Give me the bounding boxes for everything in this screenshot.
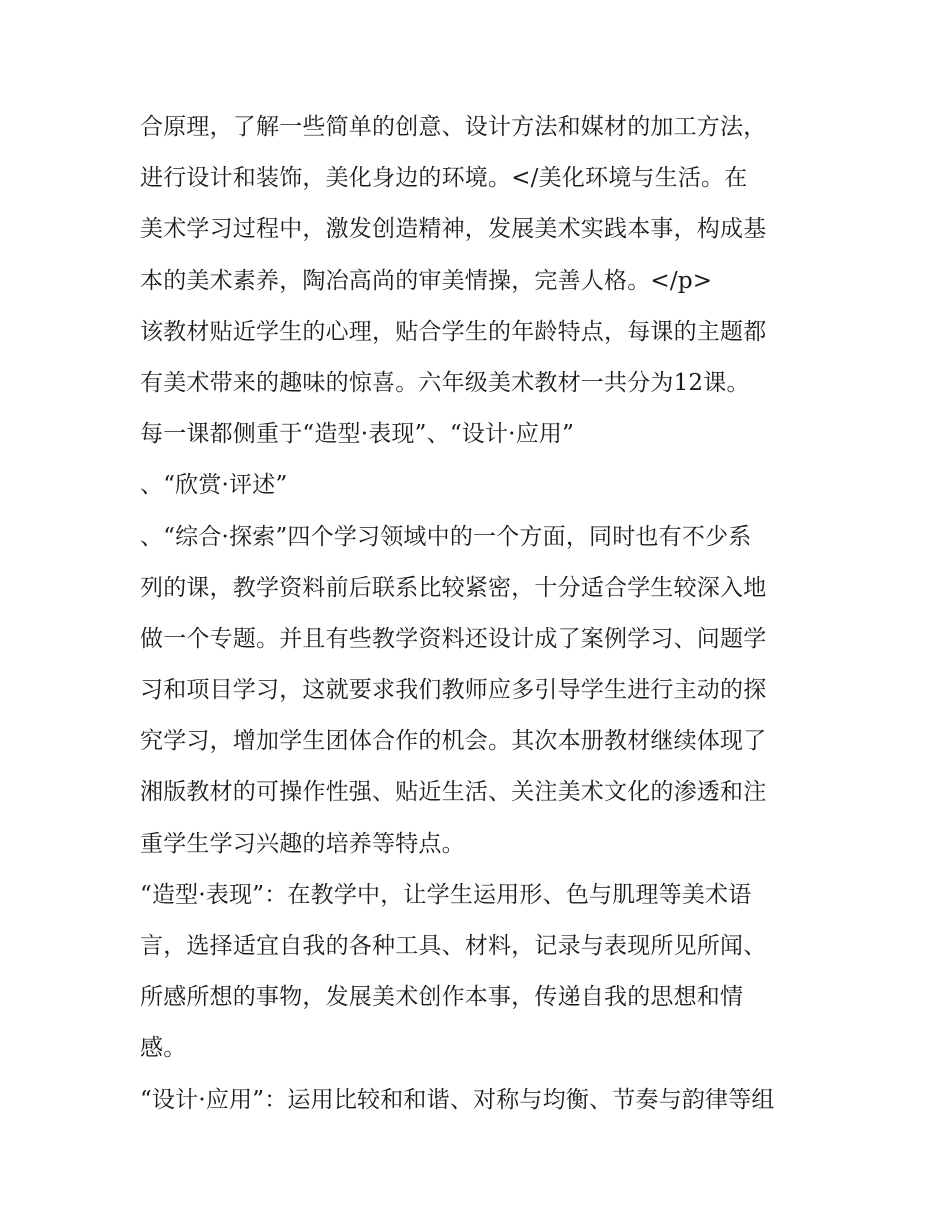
text-line: 重学生学习兴趣的培养等特点。: [140, 830, 465, 857]
text-line: 、“综合·探索”四个学习领域中的一个方面，同时也有不少系: [140, 523, 752, 550]
text-line: 言，选择适宜自我的各种工具、材料，记录与表现所见所闻、: [140, 933, 767, 959]
text-line: “造型·表现”：在教学中，让学生运用形、色与肌理等美术语: [140, 881, 752, 908]
text-line: 习和项目学习，这就要求我们教师应多引导学生进行主动的探: [140, 677, 767, 704]
text-line: “设计·应用”：运用比较和和谐、对称与均衡、节奏与韵律等组: [140, 1086, 775, 1113]
text-line: 每一课都侧重于“造型·表现”、“设计·应用”: [140, 421, 575, 448]
text-line: 美术学习过程中，激发创造精神，发展美术实践本事，构成基: [140, 216, 767, 243]
text-line: 湘版教材的可操作性强、贴近生活、关注美术文化的渗透和注: [140, 779, 767, 806]
text-line: 有美术带来的趣味的惊喜。六年级美术教材一共分为12课。: [140, 369, 750, 396]
text-line: 究学习，增加学生团体合作的机会。其次本册教材继续体现了: [140, 728, 767, 755]
text-line: 本的美术素养，陶冶高尚的审美情操，完善人格。</p>: [140, 267, 713, 294]
text-line: 做一个专题。并且有些教学资料还设计成了案例学习、问题学: [140, 625, 767, 652]
text-line: 列的课，教学资料前后联系比较紧密，十分适合学生较深入地: [140, 574, 767, 601]
text-line: 进行设计和装饰，美化身边的环境。</美化环境与生活。在: [140, 165, 748, 192]
text-line: 所感所想的事物，发展美术创作本事，传递自我的思想和情: [140, 984, 744, 1011]
text-line: 、“欣赏·评述”: [140, 472, 288, 499]
text-line: 合原理，了解一些简单的创意、设计方法和媒材的加工方法，: [140, 114, 767, 140]
document-body: [140, 102, 830, 1126]
text-line: 感。: [140, 1035, 187, 1062]
text-line: 该教材贴近学生的心理，贴合学生的年龄特点，每课的主题都: [140, 318, 767, 345]
